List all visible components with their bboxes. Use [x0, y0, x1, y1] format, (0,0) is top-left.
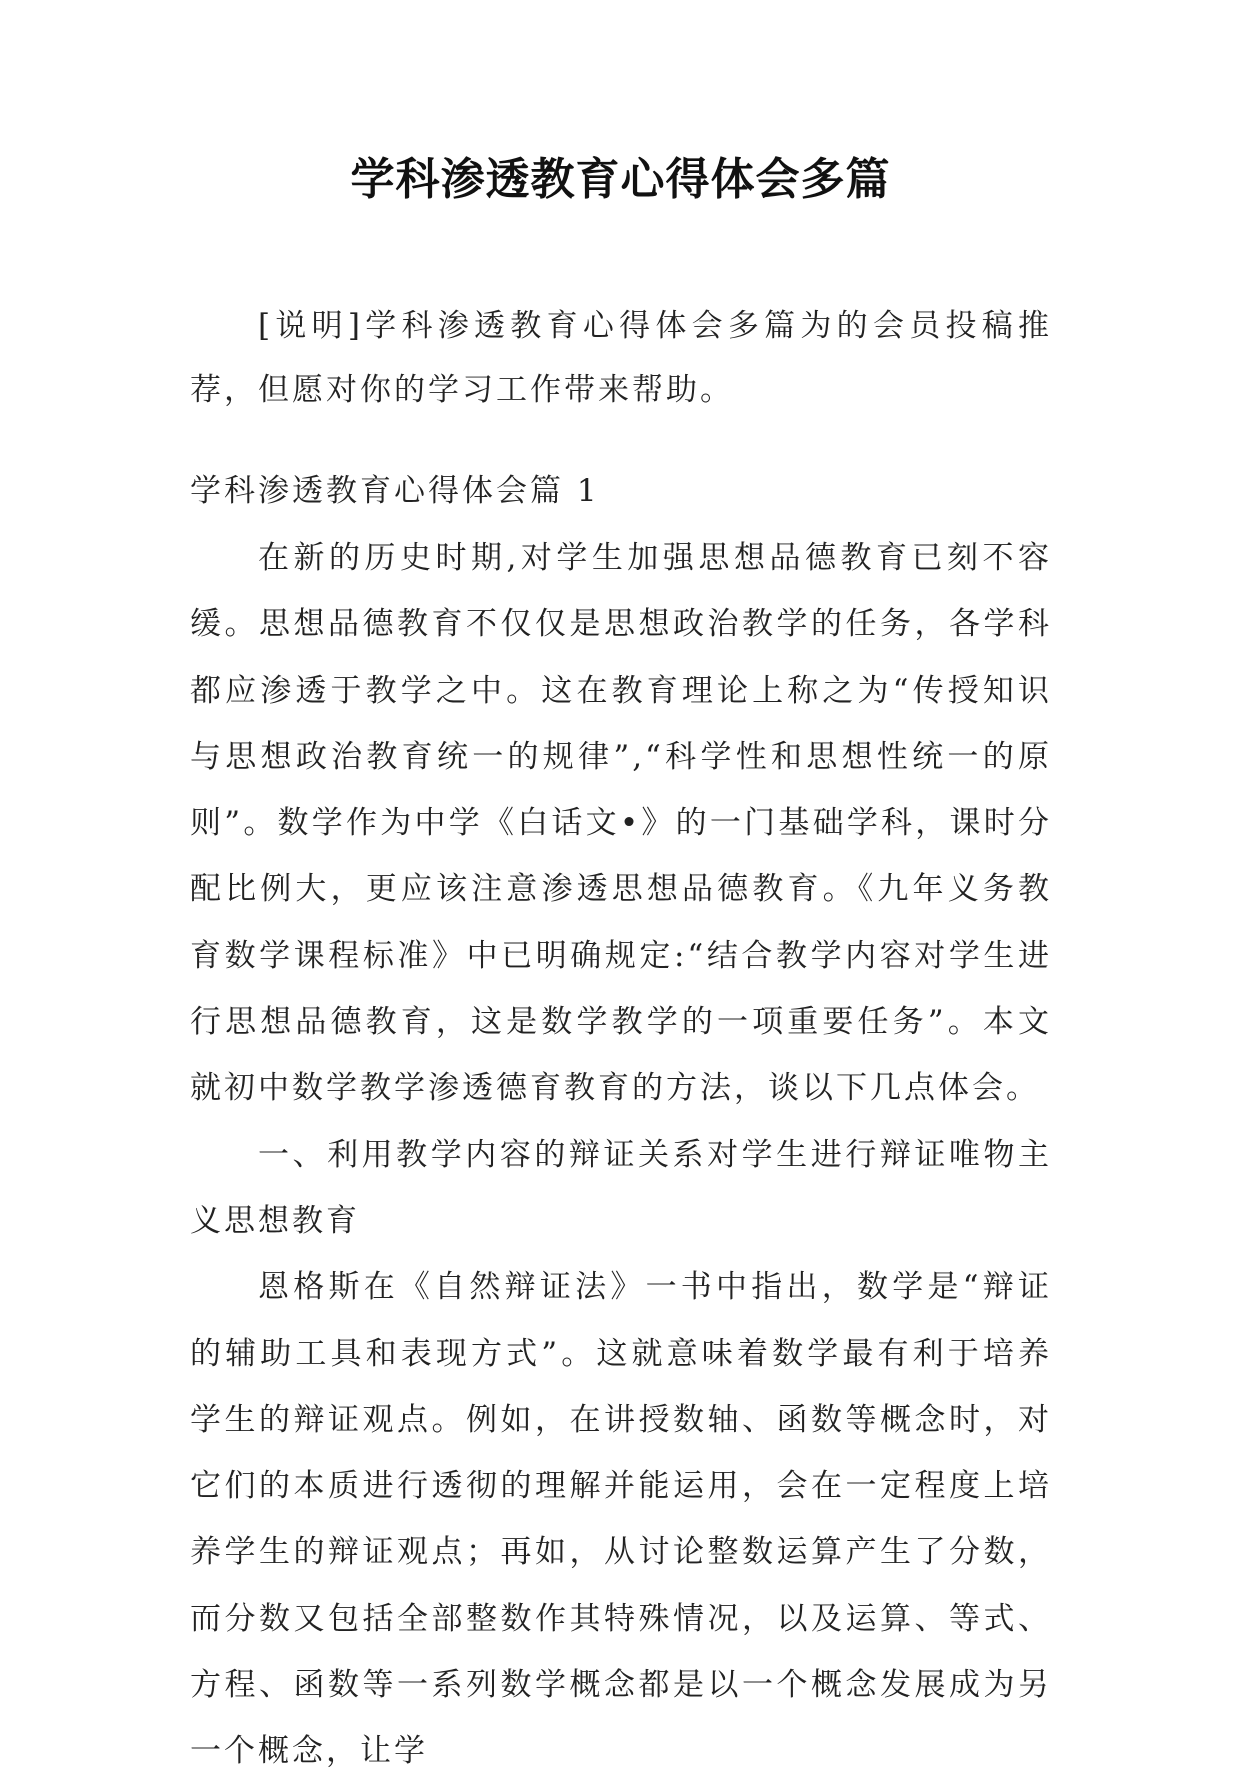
intro-block: [190, 294, 1052, 422]
article-body: [190, 525, 1052, 1785]
document-title: 学科渗透教育心得体会多篇: [350, 154, 891, 205]
subheading-paragraph: 一、利用教学内容的辩证关系对学生进行辩证唯物主义思想教育: [190, 1136, 1052, 1239]
section-heading: 学科渗透教育心得体会篇 1: [190, 473, 600, 509]
body-paragraph: 在新的历史时期,对学生加强思想品德教育已刻不容缓。思想品德教育不仅仅是思想政治教学的任务，各学科都应渗透于教学之中。这在教育理论上称之为“传授知识与思想政治教育统一的规律”,“科学性和思想性统一的原则”。数学作为中学《白话文•》的一门基础学科，课时分配比例大，更应该注意渗透思想品德教育。《九年义务教育数学课程标准》中已明确规定:“结合教学内容对学生进行思想品德教育，这是数学教学的一项重要任务”。本文就初中数学教学渗透德育教育的方法，谈以下几点体会。: [190, 540, 1052, 1107]
intro-paragraph: [说明]学科渗透教育心得体会多篇为的会员投稿推荐，但愿对你的学习工作带来帮助。: [190, 308, 1052, 408]
body-paragraph: 恩格斯在《自然辩证法》一书中指出，数学是“辩证的辅助工具和表现方式”。这就意味着数学最有利于培养学生的辩证观点。例如，在讲授数轴、函数等概念时，对它们的本质进行透彻的理解并能运用，会在一定程度上培养学生的辩证观点；再如，从讨论整数运算产生了分数，而分数又包括全部整数作其特殊情况，以及运算、等式、方程、函数等一系列数学概念都是以一个概念发展成为另一个概念，让学: [190, 1269, 1052, 1770]
